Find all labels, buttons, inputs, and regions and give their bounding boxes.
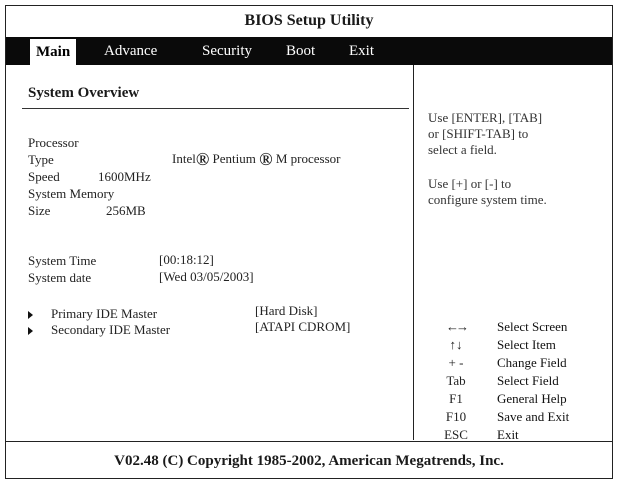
speed-value: 1600MHz <box>98 169 151 184</box>
menu-tab-boot[interactable]: Boot <box>286 43 316 59</box>
up-down-arrows-icon: ↑↓ <box>449 337 463 352</box>
size-label: Size <box>28 203 51 218</box>
key-description: Change Field <box>497 355 567 370</box>
main-settings-pane <box>6 65 412 440</box>
key-legend-row <box>434 372 609 390</box>
help-text-navigation <box>428 110 608 158</box>
key-description: Save and Exit <box>497 409 570 424</box>
speed-label: Speed <box>28 169 60 184</box>
registered-mark: ® <box>259 149 273 169</box>
help-line: Use [+] or [-] to <box>428 176 512 191</box>
primary-ide-master-item[interactable]: Primary IDE Master <box>51 306 158 321</box>
key-description: General Help <box>497 391 567 406</box>
system-time-field[interactable]: [00:18:12] <box>159 252 214 267</box>
key-legend-row <box>434 408 609 426</box>
key-label: F1 <box>449 391 463 406</box>
system-time-label: System Time <box>28 253 97 268</box>
key-label: Tab <box>446 373 466 388</box>
registered-mark: ® <box>195 149 210 169</box>
bios-window <box>5 5 613 479</box>
help-pane <box>413 65 612 440</box>
key-description: Select Screen <box>497 319 568 334</box>
secondary-ide-master-item[interactable]: Secondary IDE Master <box>51 322 171 337</box>
type-value-pentium: Pentium <box>212 151 256 166</box>
left-right-arrows-icon: ←→ <box>446 319 466 334</box>
help-line: select a field. <box>428 142 497 157</box>
help-line: configure system time. <box>428 192 547 207</box>
system-date-field[interactable]: [Wed 03/05/2003] <box>159 269 254 284</box>
key-legend-row <box>434 336 609 354</box>
key-label: ESC <box>444 427 468 442</box>
help-line: Use [ENTER], [TAB] <box>428 110 543 125</box>
type-label: Type <box>28 152 54 167</box>
key-description: Select Item <box>497 337 556 352</box>
section-title: System Overview <box>28 85 140 101</box>
key-legend-row <box>434 390 609 408</box>
key-description: Select Field <box>497 373 559 388</box>
system-memory-label: System Memory <box>28 186 115 201</box>
key-legend-row <box>434 354 609 372</box>
key-description: Exit <box>497 427 519 442</box>
secondary-ide-master-value: [ATAPI CDROM] <box>255 319 351 334</box>
help-text-configure <box>428 176 608 208</box>
size-value: 256MB <box>106 203 146 218</box>
processor-label: Processor <box>28 135 79 150</box>
key-label: + - <box>448 355 464 370</box>
section-divider <box>22 108 409 109</box>
primary-ide-master-value: [Hard Disk] <box>255 303 318 318</box>
processor-type-value <box>172 149 340 170</box>
key-legend-row <box>434 318 609 336</box>
window-title: BIOS Setup Utility <box>244 12 374 29</box>
menu-tab-exit[interactable]: Exit <box>349 43 374 59</box>
menu-bar <box>6 37 612 65</box>
submenu-arrow-icon <box>28 311 33 319</box>
type-value-m: M processor <box>275 151 341 166</box>
copyright-footer: V02.48 (C) Copyright 1985-2002, American Megatrends, Inc. <box>6 441 612 479</box>
menu-tab-security[interactable]: Security <box>202 43 252 59</box>
key-legend <box>434 318 609 444</box>
key-label: F10 <box>445 409 467 424</box>
menu-tab-main[interactable]: Main <box>30 39 76 65</box>
submenu-arrow-icon <box>28 327 33 335</box>
type-value-intel: Intel <box>172 151 196 166</box>
help-line: or [SHIFT-TAB] to <box>428 126 529 141</box>
system-date-label: System date <box>28 270 92 285</box>
menu-tab-advance[interactable]: Advance <box>104 43 158 59</box>
